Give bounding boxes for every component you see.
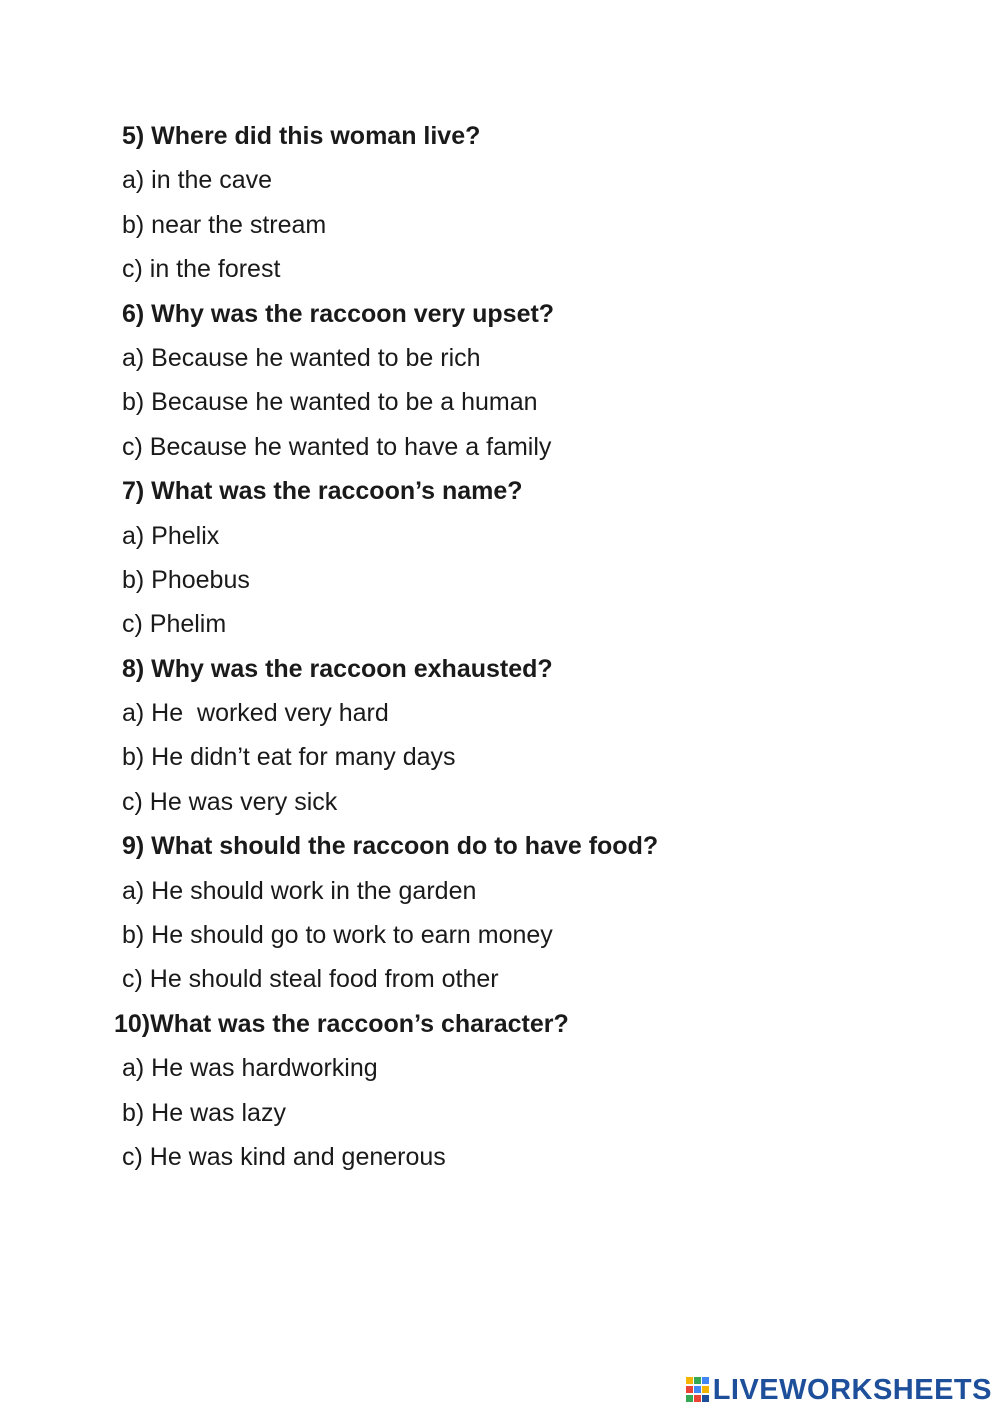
answer-option[interactable]: c) He should steal food from other xyxy=(122,965,499,994)
answer-option[interactable]: b) He was lazy xyxy=(122,1098,286,1127)
question-text: 10)What was the raccoon’s character? xyxy=(114,1009,569,1038)
answer-option[interactable]: b) near the stream xyxy=(122,210,327,239)
question-text: 6) Why was the raccoon very upset? xyxy=(122,299,555,328)
answer-option[interactable]: a) He worked very hard xyxy=(122,699,389,728)
question-block xyxy=(122,114,658,292)
answer-option[interactable]: b) Because he wanted to be a human xyxy=(122,388,538,417)
answer-option[interactable]: a) in the cave xyxy=(122,166,273,195)
question-text: 9) What should the raccoon do to have food? xyxy=(122,832,659,861)
answer-option[interactable]: c) Because he wanted to have a family xyxy=(122,432,552,461)
answer-option[interactable]: c) Phelim xyxy=(122,610,227,639)
answer-option[interactable]: b) Phoebus xyxy=(122,565,250,594)
answer-option[interactable]: a) Phelix xyxy=(122,521,220,550)
answer-option[interactable]: c) He was very sick xyxy=(122,787,338,816)
blocks-logo-icon xyxy=(686,1377,710,1403)
answer-option[interactable]: c) in the forest xyxy=(122,255,281,284)
answer-option[interactable]: c) He was kind and generous xyxy=(122,1142,446,1171)
brand-name: LIVEWORKSHEETS xyxy=(712,1373,992,1406)
answer-option[interactable]: a) He should work in the garden xyxy=(122,876,477,905)
answer-option[interactable]: a) He was hardworking xyxy=(122,1054,378,1083)
question-block xyxy=(122,647,658,825)
question-block xyxy=(122,292,658,470)
question-text: 7) What was the raccoon’s name? xyxy=(122,477,523,506)
question-text: 8) Why was the raccoon exhausted? xyxy=(122,654,553,683)
question-block xyxy=(114,1002,658,1180)
answer-option[interactable]: a) Because he wanted to be rich xyxy=(122,343,481,372)
liveworksheets-logo xyxy=(686,1373,992,1407)
question-text: 5) Where did this woman live? xyxy=(122,122,481,150)
answer-option[interactable]: b) He should go to work to earn money xyxy=(122,921,553,950)
question-block xyxy=(122,824,658,1002)
answer-option[interactable]: b) He didn’t eat for many days xyxy=(122,743,456,772)
question-block xyxy=(122,469,658,647)
question-list xyxy=(114,114,659,1179)
